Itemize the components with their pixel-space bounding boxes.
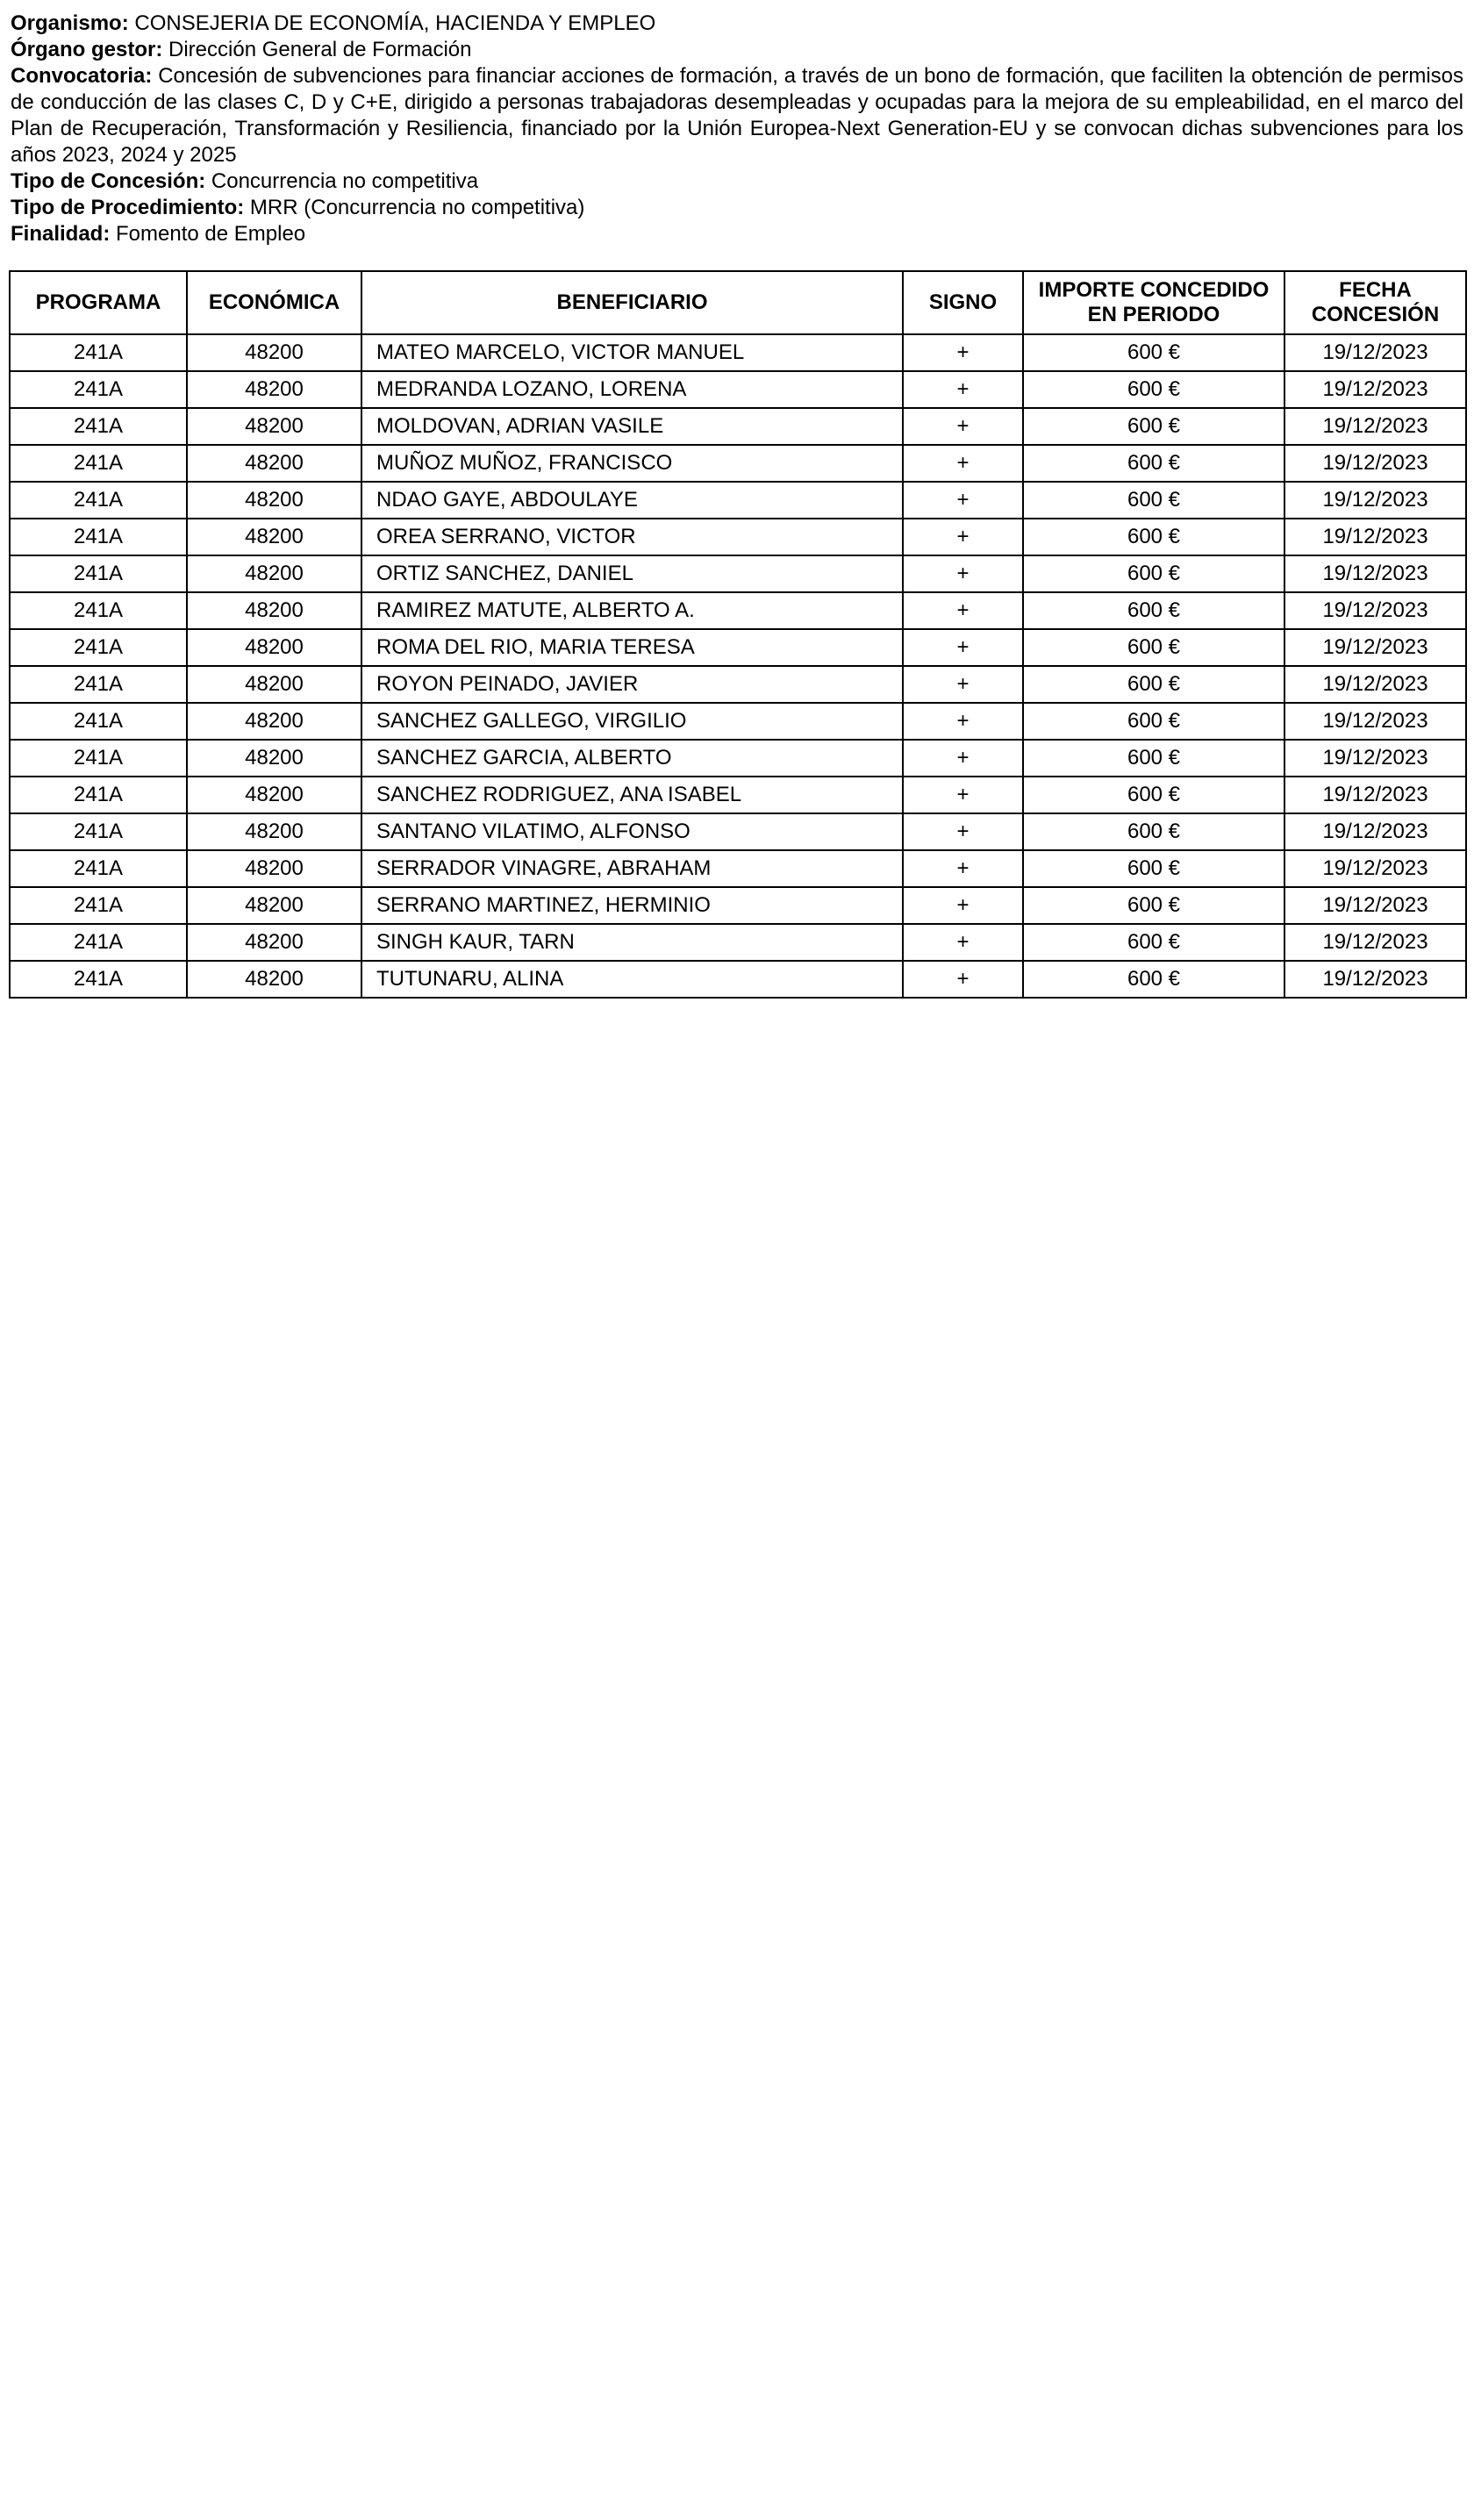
cell-beneficiario: ROYON PEINADO, JAVIER (361, 666, 903, 703)
cell-signo: + (903, 850, 1023, 887)
cell-importe: 600 € (1023, 445, 1284, 482)
cell-economica: 48200 (187, 961, 361, 998)
table-row (10, 371, 1466, 408)
cell-signo: + (903, 813, 1023, 850)
cell-importe: 600 € (1023, 519, 1284, 555)
cell-economica: 48200 (187, 371, 361, 408)
cell-fecha: 19/12/2023 (1284, 703, 1466, 740)
cell-economica: 48200 (187, 740, 361, 777)
cell-importe: 600 € (1023, 703, 1284, 740)
cell-beneficiario: RAMIREZ MATUTE, ALBERTO A. (361, 592, 903, 629)
cell-beneficiario: ORTIZ SANCHEZ, DANIEL (361, 555, 903, 592)
table-row (10, 629, 1466, 666)
cell-programa: 241A (10, 445, 187, 482)
cell-importe: 600 € (1023, 740, 1284, 777)
cell-beneficiario: NDAO GAYE, ABDOULAYE (361, 482, 903, 519)
cell-fecha: 19/12/2023 (1284, 887, 1466, 924)
table-row (10, 813, 1466, 850)
cell-importe: 600 € (1023, 850, 1284, 887)
cell-fecha: 19/12/2023 (1284, 482, 1466, 519)
cell-beneficiario: OREA SERRANO, VICTOR (361, 519, 903, 555)
cell-economica: 48200 (187, 482, 361, 519)
cell-programa: 241A (10, 961, 187, 998)
cell-fecha: 19/12/2023 (1284, 592, 1466, 629)
cell-programa: 241A (10, 850, 187, 887)
cell-economica: 48200 (187, 887, 361, 924)
document-header (11, 11, 1463, 247)
cell-signo: + (903, 371, 1023, 408)
organismo-line (11, 11, 1463, 37)
tipo-procedimiento-value: MRR (Concurrencia no competitiva) (249, 196, 585, 219)
cell-economica: 48200 (187, 850, 361, 887)
cell-economica: 48200 (187, 334, 361, 371)
cell-importe: 600 € (1023, 777, 1284, 813)
tipo-concesion-line (11, 168, 1463, 195)
cell-fecha: 19/12/2023 (1284, 408, 1466, 445)
cell-fecha: 19/12/2023 (1284, 740, 1466, 777)
cell-importe: 600 € (1023, 666, 1284, 703)
cell-signo: + (903, 629, 1023, 666)
cell-fecha: 19/12/2023 (1284, 519, 1466, 555)
convocatoria-value: Concesión de subvenciones para financiar acciones de formación, a través de un bono de formación, que faciliten la obtención de permisos de conducción de las clases C, D y C+E, dirigido a personas trabajadoras desempleadas y ocupadas para la mejora de su empleabilidad, en el marco del Plan de Recuperación, Transformación y Resiliencia, financiado por la Unión Europea-Next Generation-EU y se convocan dichas subvenciones para los años 2023, 2024 y 2025 (11, 64, 1463, 167)
table-row (10, 924, 1466, 961)
tipo-procedimiento-line (11, 195, 1463, 221)
cell-beneficiario: SANCHEZ RODRIGUEZ, ANA ISABEL (361, 777, 903, 813)
cell-economica: 48200 (187, 777, 361, 813)
cell-economica: 48200 (187, 519, 361, 555)
table-row (10, 703, 1466, 740)
cell-fecha: 19/12/2023 (1284, 371, 1466, 408)
cell-signo: + (903, 334, 1023, 371)
table-header-row (10, 271, 1466, 334)
cell-beneficiario: MUÑOZ MUÑOZ, FRANCISCO (361, 445, 903, 482)
tipo-concesion-value: Concurrencia no competitiva (211, 169, 479, 193)
table-row (10, 887, 1466, 924)
cell-economica: 48200 (187, 555, 361, 592)
cell-signo: + (903, 740, 1023, 777)
finalidad-value: Fomento de Empleo (116, 222, 306, 246)
table-row (10, 519, 1466, 555)
cell-fecha: 19/12/2023 (1284, 629, 1466, 666)
cell-programa: 241A (10, 924, 187, 961)
cell-importe: 600 € (1023, 592, 1284, 629)
cell-fecha: 19/12/2023 (1284, 850, 1466, 887)
table-row (10, 740, 1466, 777)
cell-programa: 241A (10, 555, 187, 592)
table-row (10, 666, 1466, 703)
cell-signo: + (903, 555, 1023, 592)
cell-importe: 600 € (1023, 408, 1284, 445)
cell-beneficiario: SANCHEZ GARCIA, ALBERTO (361, 740, 903, 777)
cell-beneficiario: SERRADOR VINAGRE, ABRAHAM (361, 850, 903, 887)
beneficiaries-table (9, 270, 1467, 999)
column-header-programa: PROGRAMA (10, 271, 187, 334)
cell-economica: 48200 (187, 629, 361, 666)
cell-fecha: 19/12/2023 (1284, 924, 1466, 961)
cell-signo: + (903, 961, 1023, 998)
cell-importe: 600 € (1023, 629, 1284, 666)
cell-programa: 241A (10, 629, 187, 666)
cell-importe: 600 € (1023, 924, 1284, 961)
column-header-fecha-line1: FECHA (1339, 278, 1412, 302)
cell-programa: 241A (10, 482, 187, 519)
column-header-signo: SIGNO (903, 271, 1023, 334)
cell-programa: 241A (10, 334, 187, 371)
finalidad-line (11, 221, 1463, 247)
cell-signo: + (903, 666, 1023, 703)
cell-economica: 48200 (187, 408, 361, 445)
cell-signo: + (903, 482, 1023, 519)
cell-fecha: 19/12/2023 (1284, 666, 1466, 703)
column-header-importe-line1: IMPORTE CONCEDIDO (1038, 278, 1270, 302)
cell-fecha: 19/12/2023 (1284, 555, 1466, 592)
cell-importe: 600 € (1023, 482, 1284, 519)
cell-programa: 241A (10, 371, 187, 408)
cell-programa: 241A (10, 777, 187, 813)
cell-economica: 48200 (187, 666, 361, 703)
organo-gestor-label: Órgano gestor: (11, 38, 163, 61)
cell-importe: 600 € (1023, 555, 1284, 592)
cell-beneficiario: MEDRANDA LOZANO, LORENA (361, 371, 903, 408)
cell-fecha: 19/12/2023 (1284, 813, 1466, 850)
cell-programa: 241A (10, 813, 187, 850)
cell-economica: 48200 (187, 924, 361, 961)
cell-beneficiario: SERRANO MARTINEZ, HERMINIO (361, 887, 903, 924)
cell-beneficiario: MATEO MARCELO, VICTOR MANUEL (361, 334, 903, 371)
column-header-importe (1023, 271, 1284, 334)
column-header-beneficiario: BENEFICIARIO (361, 271, 903, 334)
convocatoria-label: Convocatoria: (11, 64, 153, 88)
cell-signo: + (903, 408, 1023, 445)
cell-importe: 600 € (1023, 887, 1284, 924)
cell-signo: + (903, 592, 1023, 629)
cell-importe: 600 € (1023, 961, 1284, 998)
cell-economica: 48200 (187, 813, 361, 850)
cell-economica: 48200 (187, 703, 361, 740)
cell-beneficiario: SANTANO VILATIMO, ALFONSO (361, 813, 903, 850)
cell-beneficiario: ROMA DEL RIO, MARIA TERESA (361, 629, 903, 666)
table-row (10, 408, 1466, 445)
cell-signo: + (903, 887, 1023, 924)
cell-programa: 241A (10, 887, 187, 924)
table-row (10, 850, 1466, 887)
convocatoria-line (11, 63, 1463, 168)
organo-gestor-value: Dirección General de Formación (168, 38, 472, 61)
cell-programa: 241A (10, 519, 187, 555)
cell-importe: 600 € (1023, 371, 1284, 408)
table-row (10, 961, 1466, 998)
cell-programa: 241A (10, 592, 187, 629)
cell-signo: + (903, 519, 1023, 555)
tipo-concesion-label: Tipo de Concesión: (11, 169, 206, 193)
table-row (10, 482, 1466, 519)
column-header-economica: ECONÓMICA (187, 271, 361, 334)
finalidad-label: Finalidad: (11, 222, 111, 246)
cell-programa: 241A (10, 408, 187, 445)
organismo-value: CONSEJERIA DE ECONOMÍA, HACIENDA Y EMPLEO (134, 11, 656, 35)
cell-programa: 241A (10, 703, 187, 740)
cell-importe: 600 € (1023, 813, 1284, 850)
organo-gestor-line (11, 37, 1463, 63)
cell-signo: + (903, 777, 1023, 813)
cell-fecha: 19/12/2023 (1284, 961, 1466, 998)
column-header-fecha-line2: CONCESIÓN (1311, 303, 1440, 326)
organismo-label: Organismo: (11, 11, 129, 35)
table-row (10, 555, 1466, 592)
cell-beneficiario: SANCHEZ GALLEGO, VIRGILIO (361, 703, 903, 740)
table-row (10, 334, 1466, 371)
table-row (10, 445, 1466, 482)
cell-signo: + (903, 445, 1023, 482)
cell-importe: 600 € (1023, 334, 1284, 371)
column-header-importe-line2: EN PERIODO (1087, 303, 1220, 326)
table-row (10, 592, 1466, 629)
cell-economica: 48200 (187, 592, 361, 629)
cell-beneficiario: TUTUNARU, ALINA (361, 961, 903, 998)
cell-fecha: 19/12/2023 (1284, 334, 1466, 371)
tipo-procedimiento-label: Tipo de Procedimiento: (11, 196, 245, 219)
column-header-fecha (1284, 271, 1466, 334)
table-body (10, 334, 1466, 998)
cell-signo: + (903, 924, 1023, 961)
table-row (10, 777, 1466, 813)
cell-fecha: 19/12/2023 (1284, 445, 1466, 482)
cell-economica: 48200 (187, 445, 361, 482)
cell-fecha: 19/12/2023 (1284, 777, 1466, 813)
cell-beneficiario: MOLDOVAN, ADRIAN VASILE (361, 408, 903, 445)
cell-programa: 241A (10, 666, 187, 703)
cell-signo: + (903, 703, 1023, 740)
cell-beneficiario: SINGH KAUR, TARN (361, 924, 903, 961)
cell-programa: 241A (10, 740, 187, 777)
